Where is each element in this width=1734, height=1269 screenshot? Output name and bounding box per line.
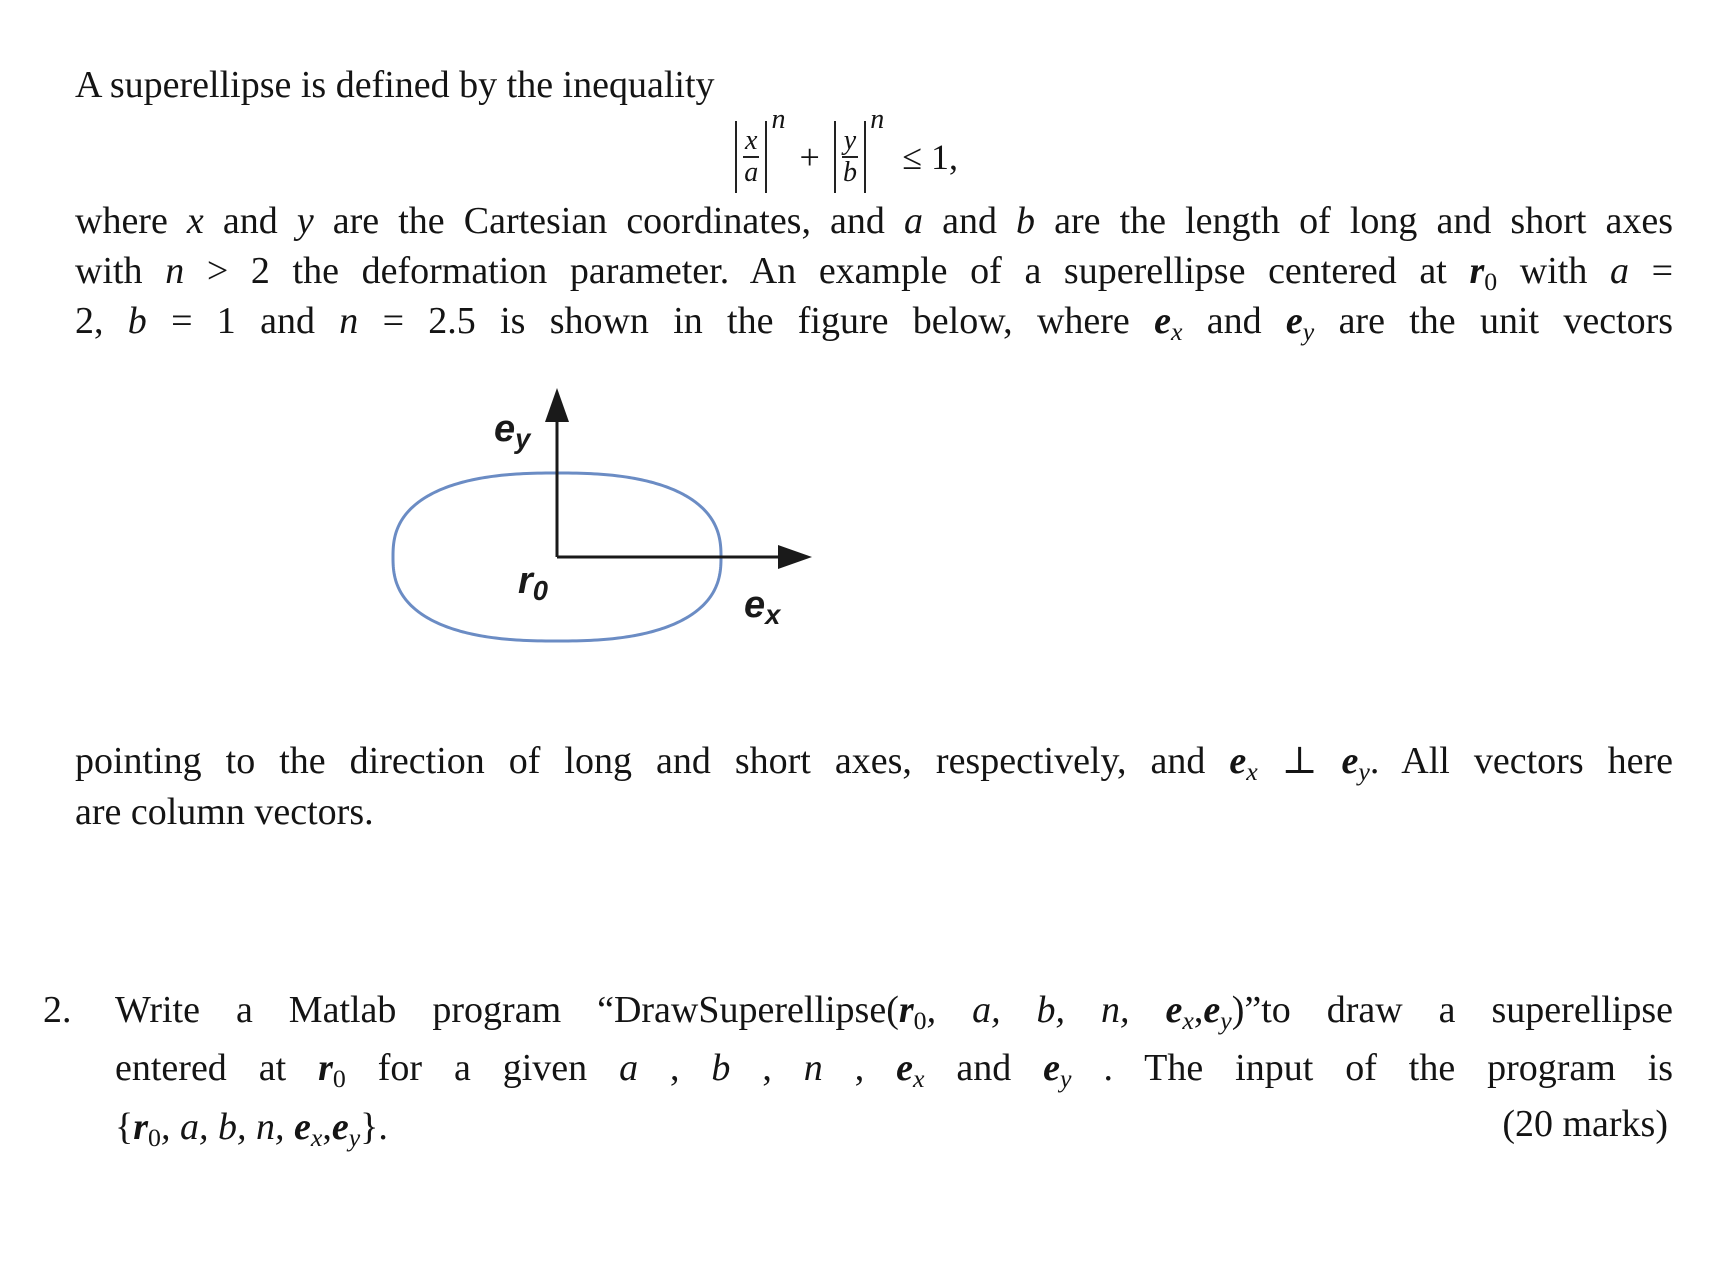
description-line-2: with n > 2 the deformation parameter. An example of a superellipse centered at $r_0$ with a =	[75, 250, 1674, 297]
ex-label: $e_x$	[744, 584, 781, 630]
intro-line: A superellipse is defined by the inequality	[75, 64, 715, 106]
inequality-rhs: ≤ 1,	[902, 137, 958, 177]
exponent-n: n	[771, 104, 786, 135]
question-line-2: entered at $r_0$ for a given a , b , n , $e_x$ and $e_y$ . The input of the program is	[115, 1047, 1674, 1094]
question-line-1: Write a Matlab program “$DrawSuperellipse(r_0$, a, b, n, $e_x,e_y)”to$ draw a superellipse	[115, 989, 1674, 1036]
question-marks: (20 marks)	[1502, 1103, 1668, 1145]
fraction-denominator: b	[842, 157, 857, 188]
question-line-3: {$r_0$, a, b, n, $e_x,e_y$}.	[115, 1106, 388, 1153]
r0-label: $r_0$	[518, 560, 549, 606]
fraction-numerator: x	[745, 125, 758, 156]
plus-sign: +	[799, 137, 820, 177]
continuation-line-1: pointing to the direction of long and short axes, respectively, and $e_x$ ⊥ $e_y$. All vectors here	[75, 740, 1674, 787]
fraction-numerator: y	[843, 125, 857, 156]
continuation-line-2: are column vectors.	[75, 791, 374, 833]
ey-label: $e_y$	[494, 408, 531, 454]
fraction-denominator: a	[744, 157, 759, 188]
question-number: 2.	[43, 989, 72, 1031]
description-line-3: 2, b = 1 and n = 2.5 is shown in the figure below, where $e_x$ and $e_y$ are the unit vectors	[75, 300, 1674, 347]
exponent-n: n	[870, 104, 885, 135]
description-line-1: where x and y are the Cartesian coordinates, and a and b are the length of long and short axes	[75, 200, 1674, 242]
